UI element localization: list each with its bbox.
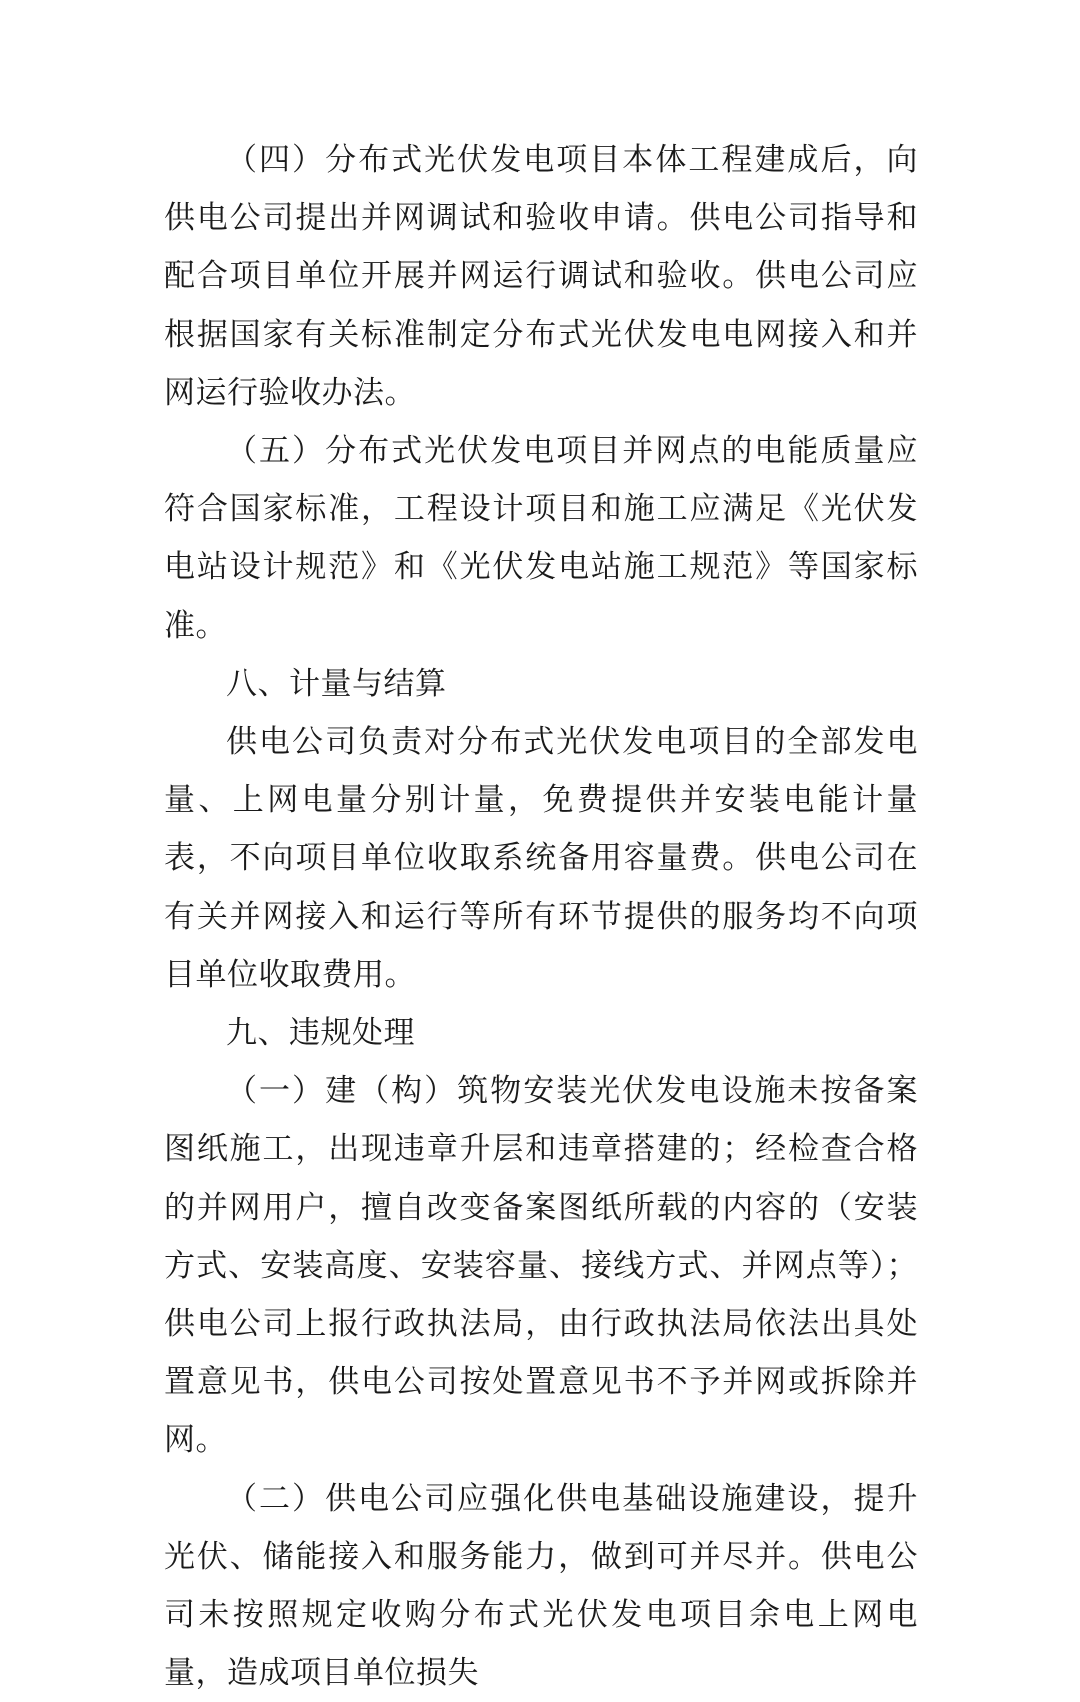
paragraph-acceptance: （四）分布式光伏发电项目本体工程建成后，向供电公司提出并网调试和验收申请。供电公司指导和配合项目单位开展并网运行调试和验收。供电公司应根据国家有关标准制定分布式光伏发电电网接入和并网运行验收办法。: [164, 142, 918, 411]
paragraph-violation-two: （二）供电公司应强化供电基础设施建设，提升光伏、储能接入和服务能力，做到可并尽并。供电公司未按照规定收购分布式光伏发电项目余电上网电量，造成项目单位损失: [164, 1480, 918, 1692]
section-heading-metering: 八、计量与结算: [226, 665, 447, 702]
paragraph-violation-one: （一）建（构）筑物安装光伏发电设施未按备案图纸施工，出现违章升层和违章搭建的；经检查合格的并网用户，擅自改变备案图纸所载的内容的（安装方式、安装高度、安装容量、接线方式、并网点等）；供电公司上报行政执法局，由行政执法局依法出具处置意见书，供电公司按处置意见书不予并网或拆除并网。: [164, 1073, 918, 1459]
document-body: [164, 131, 918, 1702]
paragraph-metering: 供电公司负责对分布式光伏发电项目的全部发电量、上网电量分别计量，免费提供并安装电能计量表，不向项目单位收取系统备用容量费。供电公司在有关并网接入和运行等所有环节提供的服务均不向项目单位收取费用。: [164, 724, 918, 993]
paragraph-power-quality: （五）分布式光伏发电项目并网点的电能质量应符合国家标准，工程设计项目和施工应满足《光伏发电站设计规范》和《光伏发电站施工规范》等国家标准。: [164, 433, 918, 644]
section-heading-violations: 九、违规处理: [226, 1015, 415, 1052]
